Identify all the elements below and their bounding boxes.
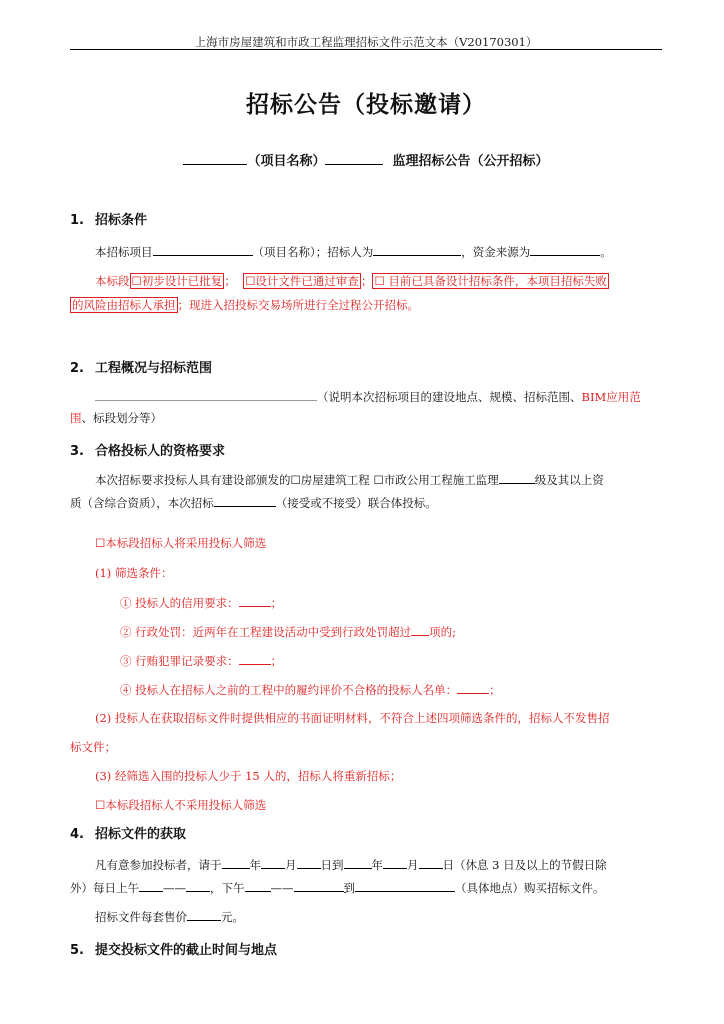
section-4-number: 4.	[70, 827, 84, 842]
section-4-title: 招标文件的获取	[95, 827, 187, 842]
subtitle-part1: （项目名称）	[247, 154, 326, 169]
text: （项目名称）；招标人为	[252, 245, 374, 259]
option-design-ready-cont: 的风险由招标人承担	[72, 298, 176, 312]
option-design-ready: ☐ 目前已具备设计招标条件，本项目招标失败	[374, 274, 607, 288]
blank	[373, 243, 461, 256]
condition-2	[120, 623, 456, 640]
text: 元。	[221, 910, 244, 924]
screening-option-use: ☐本标段招标人将采用投标人筛选	[95, 536, 267, 550]
section-5-heading	[70, 939, 277, 958]
section-2-number: 2.	[70, 361, 84, 376]
text: 年	[371, 858, 383, 872]
blank	[239, 594, 271, 607]
page-title: 招标公告（投标邀请）	[246, 92, 486, 118]
blank	[261, 856, 285, 869]
blank	[457, 681, 489, 694]
screening-conditions: (1) 筛选条件：	[95, 566, 173, 580]
text: ③ 行贿犯罪记录要求：	[120, 654, 239, 668]
blank	[355, 879, 455, 892]
section-4-line-3	[95, 908, 244, 925]
blank	[186, 879, 210, 892]
text: ② 行政处罚：近两年在工程建设活动中受到行政处罚超过	[120, 625, 412, 639]
subtitle-part2: 监理招标公告（公开招标）	[392, 154, 549, 169]
section-2-line-1	[95, 388, 641, 405]
text: ① 投标人的信用要求：	[120, 596, 239, 610]
text: ，下午	[210, 881, 245, 895]
text: 外）每日上午	[70, 881, 139, 895]
condition-3	[120, 652, 282, 669]
section-3-heading	[70, 440, 225, 459]
text: 凡有意参加投标者，请于	[95, 858, 222, 872]
blank	[383, 856, 407, 869]
option-design-reviewed: ☐设计文件已通过审查	[245, 274, 359, 288]
blank	[214, 494, 276, 507]
section-2-title: 工程概况与招标范围	[95, 361, 213, 376]
section-3-line-1	[95, 471, 604, 488]
text: 月	[407, 858, 419, 872]
blank	[245, 879, 271, 892]
section-4-heading	[70, 823, 186, 842]
blank	[95, 388, 317, 401]
screening-option-none: ☐本标段招标人不采用投标人筛选	[95, 798, 267, 812]
project-name-blank	[183, 152, 247, 165]
text: ；现进入招投标交易场所进行全过程公开招标。	[177, 298, 419, 312]
text: ④ 投标人在招标人之前的工程中的履约评价不合格的投标人名单：	[120, 683, 458, 697]
text: 月	[285, 858, 297, 872]
section-2-line-2	[70, 410, 162, 426]
text: ——	[270, 881, 294, 895]
blank	[499, 471, 535, 484]
condition-4	[120, 681, 501, 698]
blank	[187, 908, 221, 921]
blank	[411, 623, 429, 636]
text: 。	[600, 245, 612, 259]
text: （接受或不接受）联合体投标。	[275, 496, 437, 510]
section-5-number: 5.	[70, 943, 84, 958]
condition-1	[120, 594, 282, 611]
section-3-number: 3.	[70, 444, 84, 459]
header-rule	[70, 49, 662, 50]
text: （说明本次招标项目的建设地点、规模、招标范围、	[317, 390, 582, 404]
text: 日（休息 3 日及以上的节假日除	[442, 858, 607, 872]
text: ，资金来源为	[461, 245, 531, 259]
text: 级及其以上资	[534, 473, 604, 487]
section-3-line-2	[70, 494, 437, 511]
blank	[239, 652, 271, 665]
section-3-title: 合格投标人的资格要求	[95, 444, 226, 459]
blank	[297, 856, 321, 869]
option-preliminary-design: ☐初步设计已批复	[131, 274, 223, 288]
section-4-line-1	[95, 856, 607, 873]
text: 本次招标要求投标人具有建设部颁发的☐房屋建筑工程 ☐市政公用工程施工监理	[95, 473, 499, 487]
text: 围	[70, 411, 82, 425]
blank	[294, 879, 344, 892]
text: 、标段划分等）	[81, 411, 162, 425]
text: 年	[249, 858, 261, 872]
text: BIM应用范	[581, 390, 641, 404]
text: 项的;	[429, 625, 457, 639]
blank	[153, 243, 253, 256]
screening-para-3: (3) 经筛选入围的投标人少于 15 人的，招标人将重新招标；	[95, 769, 402, 783]
section-1-heading	[70, 209, 147, 228]
text: 本招标项目	[95, 245, 153, 259]
text: ；	[360, 274, 373, 288]
page-header: 上海市房屋建筑和市政工程监理招标文件示范文本（V20170301）	[194, 35, 538, 49]
screening-para-2-line-2: 标文件；	[70, 740, 116, 754]
subtitle	[70, 150, 662, 169]
section-1-line-1	[95, 243, 612, 260]
text: ；	[489, 683, 501, 697]
section-4-line-2	[70, 879, 605, 896]
blank	[222, 856, 250, 869]
text: 到	[343, 881, 355, 895]
text: 日到	[320, 858, 344, 872]
blank	[139, 879, 163, 892]
text: ——	[163, 881, 186, 895]
text: 本标段	[95, 274, 130, 288]
blank	[344, 856, 372, 869]
text: ；	[270, 596, 283, 610]
section-2-heading	[70, 357, 212, 376]
subtitle-blank	[325, 152, 383, 165]
text: （具体地点）购买招标文件。	[455, 881, 605, 895]
section-5-title: 提交投标文件的截止时间与地点	[95, 943, 278, 958]
section-1-red-line-2	[70, 297, 419, 313]
text: 招标文件每套售价	[95, 910, 187, 924]
blank	[419, 856, 443, 869]
text: ；	[270, 654, 283, 668]
section-1-red-line-1	[95, 273, 609, 289]
text: ；	[224, 274, 236, 288]
screening-para-2-line-1: (2) 投标人在获取招标文件时提供相应的书面证明材料，不符合上述四项筛选条件的，招标人不发售招	[95, 711, 610, 725]
blank	[530, 243, 600, 256]
section-1-number: 1.	[70, 213, 84, 228]
text: 质（含综合资质），本次招标	[70, 496, 214, 510]
section-1-title: 招标条件	[95, 213, 148, 228]
